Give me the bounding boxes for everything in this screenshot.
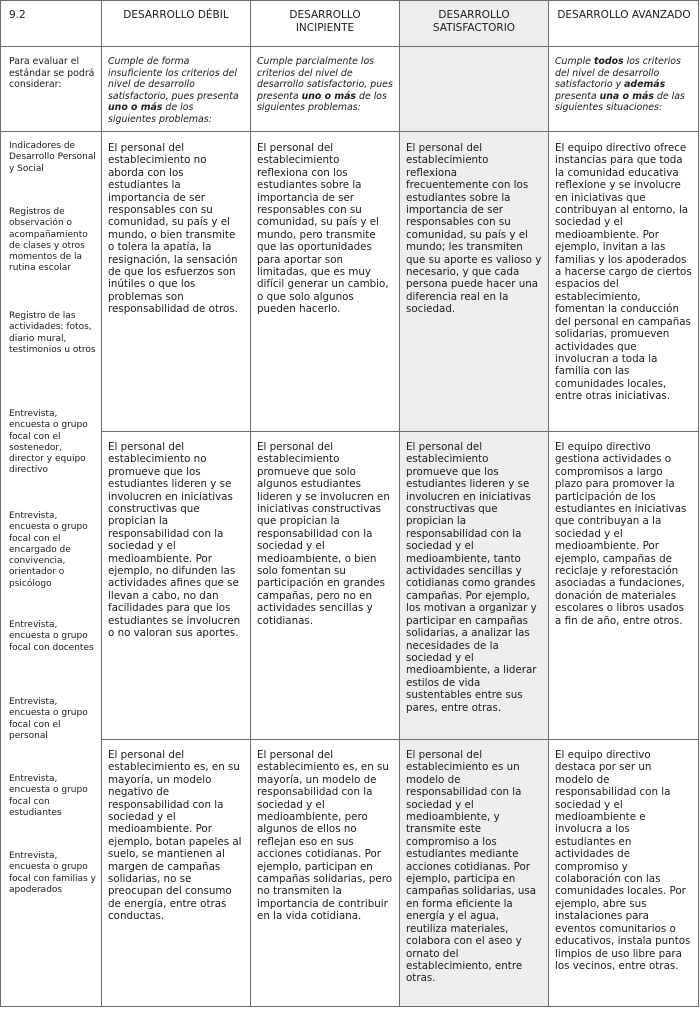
row1-incipiente: El personal del establecimiento reflexiona con los estudiantes sobre la importancia de ser responsables con su comunidad, su país y el mundo, pero transmite que las oportunidades para aportar son limitadas, que es muy difícil generar un cambio, o que solo algunos pueden hacerlo.: [257, 142, 389, 316]
intro-debil: Cumple de forma insuficiente los criterios del nivel de desarrollo satisfactorio, pues presenta uno o más de los siguientes problemas:: [108, 56, 239, 125]
source-item: Entrevista, encuesta o grupo focal con el sostenedor, director y equipo directivo: [9, 409, 88, 476]
source-item: Entrevista, encuesta o grupo focal con estudiantes: [9, 774, 88, 818]
level-debil-header: DESARROLLO DÉBIL: [123, 9, 229, 21]
intro-incipiente: Cumple parcialmente los criterios del nivel de desarrollo satisfactorio, pues presenta uno o más de los siguientes problemas:: [257, 56, 393, 113]
row3-satisfactorio: El personal del establecimiento es un modelo de responsabilidad con la sociedad y el medioambiente, y transmite este compromiso a los estudiantes mediante acciones cotidianas. Por ejemplo, participa en campañas solidarias, usa en forma eficiente la energía y el agua, reutiliza materiales, colabora con el aseo y ornato del establecimiento, entre otras.: [406, 749, 537, 985]
row3-avanzado: El equipo directivo destaca por ser un modelo de responsabilidad con la sociedad y el medioambiente e involucra a los estudiantes en actividades de compromiso y colaboración con las comunidades locales. Por ejemplo, abre sus instalaciones para eventos comunitarios o educativos, instala puntos limpios de uso libre para los vecinos, entre otras.: [555, 749, 691, 972]
divider: [101, 431, 698, 432]
source-item: Entrevista, encuesta o grupo focal con el encargado de convivencia, orientador o psicólogo: [9, 511, 88, 589]
row2-incipiente: El personal del establecimiento promueve que solo algunos estudiantes lideren y se involucren en iniciativas constructivas que propician la responsabilidad con la sociedad y el medioambiente, o bien solo fomentan su participación en grandes campañas, pero no en actividades sencillas y cotidianas.: [257, 441, 390, 627]
divider: [1, 131, 698, 132]
divider: [101, 739, 698, 740]
level-avanzado-header: DESARROLLO AVANZADO: [557, 9, 691, 21]
level-incipiente-header: DESARROLLO INCIPIENTE: [289, 9, 361, 34]
row2-debil: El personal del establecimiento no promueve que los estudiantes lideren y se involucren en iniciativas constructivas que propician la responsabilidad con la sociedad y el medioambiente. Por ejemplo, no difunden las actividades afines que se llevan a cabo, no dan facilidades para que los estudiantes se involucren o no valoran sus aportes.: [108, 441, 241, 640]
row2-satisfactorio: El personal del establecimiento promueve que los estudiantes lideren y se involucren en iniciativas constructivas que propician la responsabilidad con la sociedad y el medioambiente, tanto actividades sencillas y cotidianas como grandes campañas. Por ejemplo, los motivan a organizar y participar en campañas solidarias, a analizar las necesidades de la sociedad y el medioambiente, a liderar estilos de vida sustentables entre sus pares, entre otras.: [406, 441, 537, 714]
intro-label: Para evaluar el estándar se podrá considerar:: [9, 56, 95, 90]
row2-avanzado: El equipo directivo gestiona actividades o compromisos a largo plazo para promover la participación de los estudiantes en iniciativas que contribuyan a la sociedad y el medioambiente. Por ejemplo, campañas de reciclaje y reforestación asociadas a fundaciones, donación de materiales escolares o libros usados a fin de año, entre otros.: [555, 441, 687, 627]
standard-code: 9.2: [9, 9, 26, 21]
source-item: Entrevista, encuesta o grupo focal con el personal: [9, 697, 88, 741]
source-item: Entrevista, encuesta o grupo focal con docentes: [9, 620, 94, 653]
row3-incipiente: El personal del establecimiento es, en su mayoría, un modelo de responsabilidad con la sociedad y el medioambiente, pero algunos de ellos no reflejan eso en sus acciones cotidianas. Por ejemplo, participan en campañas solidarias, pero no transmiten la importancia de contribuir en la vida cotidiana.: [257, 749, 393, 923]
source-item: Registros de observación o acompañamiento de clases y otros momentos de la rutina escolar: [9, 207, 88, 274]
row1-debil: El personal del establecimiento no aborda con los estudiantes la importancia de ser responsables con su comunidad, su país y el mundo, o bien transmite o tolera la apatía, la resignación, la sensación de que los esfuerzos son inútiles o que los problemas son responsabilidad de otros.: [108, 142, 238, 316]
row3-debil: El personal del establecimiento es, en su mayoría, un modelo negativo de responsabilidad con la sociedad y el medioambiente. Por ejemplo, botan papeles al suelo, se mantienen al margen de campañas solidarias, no se preocupan del consumo de energía, entre otras conductas.: [108, 749, 242, 923]
source-item: Indicadores de Desarrollo Personal y Social: [9, 141, 96, 174]
row1-satisfactorio: El personal del establecimiento reflexiona frecuentemente con los estudiantes sobre la importancia de ser responsables con su comunidad, su país y el mundo; les transmiten que su aporte es valioso y necesario, y que cada persona puede hacer una diferencia real en la sociedad.: [406, 142, 542, 316]
intro-avanzado: Cumple todos los criterios del nivel de desarrollo satisfactorio y además presenta una o más de las siguientes situaciones:: [555, 56, 685, 113]
source-item: Registro de las actividades: fotos, diario mural, testimonios u otros: [9, 311, 96, 355]
source-item: Entrevista, encuesta o grupo focal con familias y apoderados: [9, 851, 96, 895]
level-satisfactorio-header: DESARROLLO SATISFACTORIO: [432, 9, 516, 34]
row1-avanzado: El equipo directivo ofrece instancias para que toda la comunidad educativa reflexione y se involucre en iniciativas que contribuyan al entorno, la sociedad y el medioambiente. Por ejemplo, invitan a las familias y los apoderados a hacerse cargo de ciertos espacios del establecimiento, fomentan la conducción del personal en campañas solidarias, promueven actividades que involucran a toda la familia con las comunidades locales, entre otras iniciativas.: [555, 142, 692, 403]
